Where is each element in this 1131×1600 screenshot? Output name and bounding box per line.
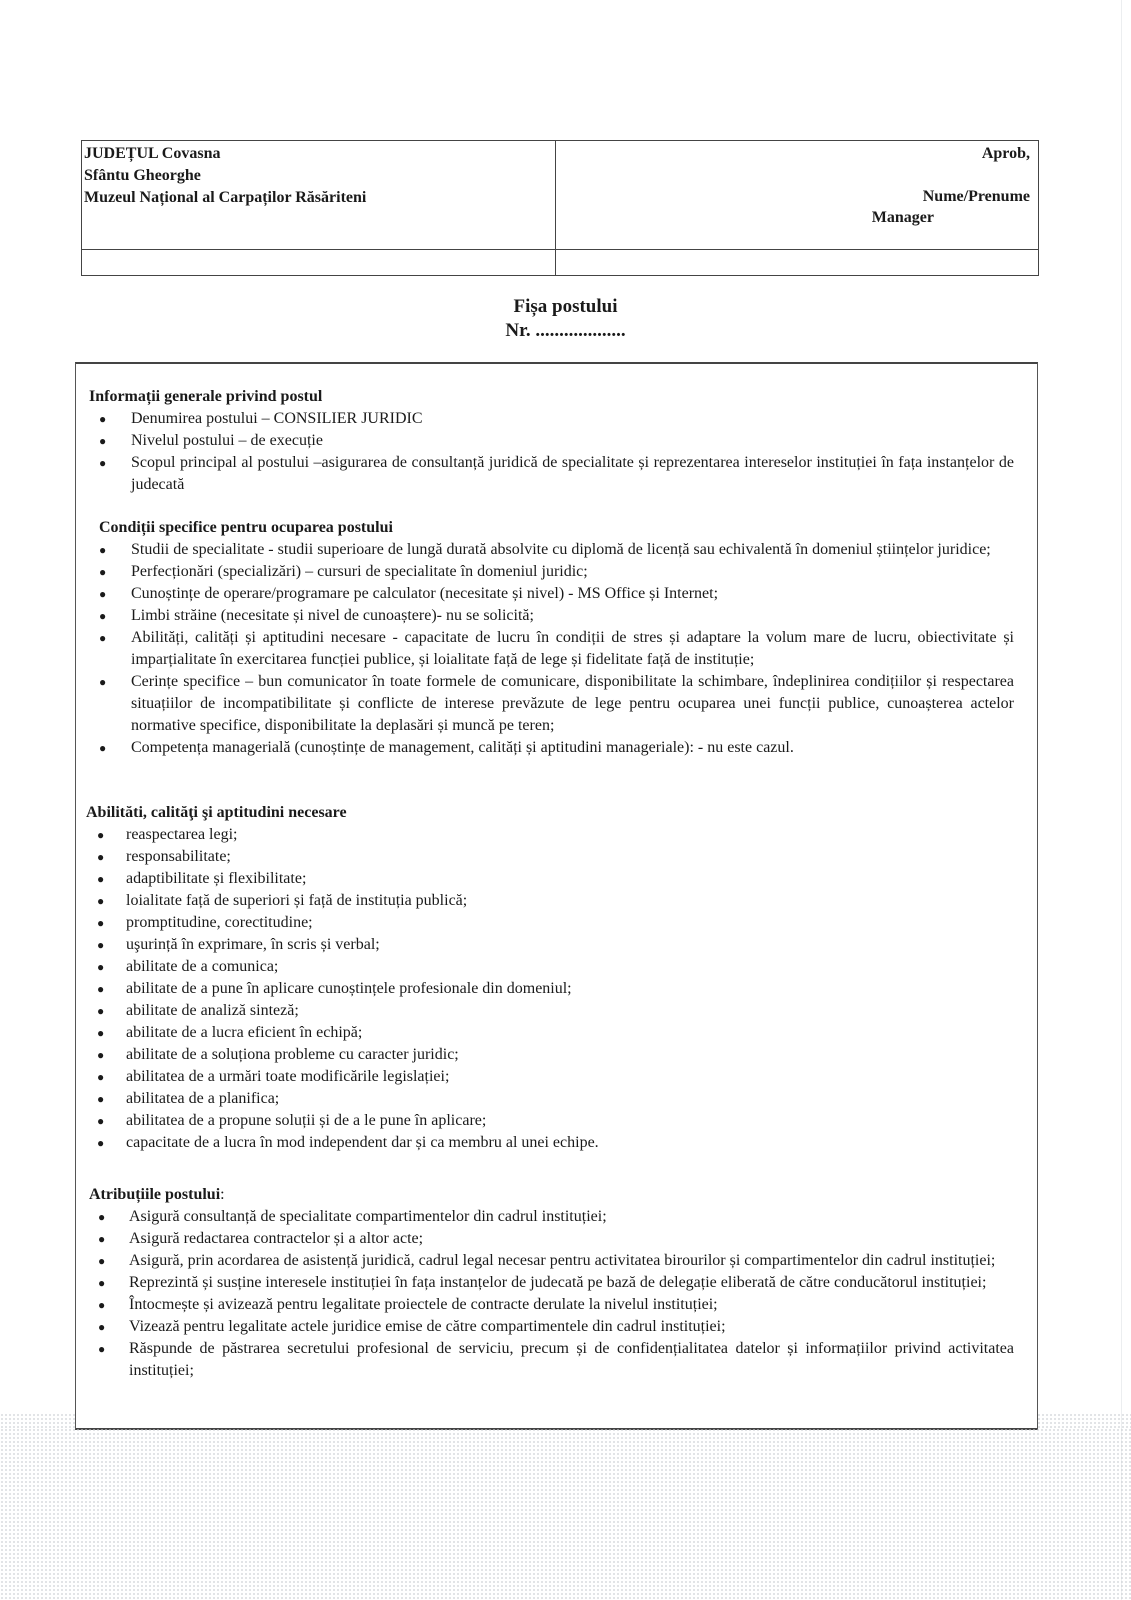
header-table	[81, 140, 1039, 276]
bullet-icon: ●	[97, 1026, 105, 1040]
scan-dot-pattern	[0, 1428, 1131, 1600]
list-item: ● abilitatea de a urmări toate modificările legislației;	[86, 1066, 786, 1088]
bullet-icon: ●	[99, 675, 107, 689]
list-item: ● responsabilitate;	[86, 846, 786, 868]
bullet-icon: ●	[99, 412, 107, 426]
list-item: ● Abilități, calități și aptitudini necesare - capacitate de lucru în condiții de stres și adaptare la volum mare de lucru, obiectivitate și imparțialitate în exercitarea funcției publice, și loialitate față de lege și fidelitate față de instituție;	[99, 629, 1014, 668]
bullet-list	[86, 824, 786, 1154]
section-specific-conditions	[99, 517, 1014, 759]
list-item: ● capacitate de a lucra în mod independent dar și ca membru al unei echipe.	[86, 1132, 786, 1154]
bullet-list	[89, 1206, 1014, 1382]
bullet-icon: ●	[97, 1004, 105, 1018]
list-item: ● Studii de specialitate - studii superioare de lungă durată absolvite cu diplomă de licență sau echivalentă în domeniul științelor juridice;	[99, 539, 1014, 561]
bullet-icon: ●	[99, 565, 107, 579]
scan-edge	[1121, 0, 1122, 1600]
bullet-icon: ●	[97, 1092, 105, 1106]
bullet-icon: ●	[97, 982, 105, 996]
scan-dot-pattern	[1037, 1413, 1131, 1429]
section-duties	[89, 1184, 1014, 1382]
institution-block	[84, 143, 366, 209]
bullet-icon: ●	[97, 872, 105, 886]
bullet-icon: ●	[99, 631, 107, 645]
list-item: ● Vizează pentru legalitate actele juridice emise de către compartimentele din cadrul instituției;	[89, 1316, 1014, 1338]
list-item: ● Asigură, prin acordarea de asistență juridică, cadrul legal necesar pentru activitatea birourilor și compartimentelor din cadrul instituției;	[89, 1250, 1014, 1272]
bullet-icon: ●	[98, 1254, 106, 1268]
list-item: ● Limbi străine (necesitate și nivel de cunoaștere)- nu se solicită;	[99, 605, 1014, 627]
approve-label: Aprob,	[981, 145, 1030, 162]
list-item: ● promptitudine, corectitudine;	[86, 912, 786, 934]
list-item: ● Nivelul postului – de execuție	[89, 430, 1014, 452]
bullet-icon: ●	[99, 456, 107, 470]
bullet-icon: ●	[98, 1298, 106, 1312]
bullet-icon: ●	[97, 1070, 105, 1084]
list-item: ● abilitate de a lucra eficient în echipă;	[86, 1022, 786, 1044]
museum-line: Muzeul Național al Carpaților Răsăriteni	[84, 189, 367, 206]
name-label: Nume/Prenume	[922, 188, 1030, 205]
header-divider-vertical	[555, 141, 556, 275]
list-item: ● Întocmește și avizează pentru legalitate proiectele de contracte derulate la nivelul instituției;	[89, 1294, 1014, 1316]
section-heading: Condiții specifice pentru ocuparea postului	[99, 519, 393, 536]
county-line: JUDEȚUL Covasna	[84, 145, 221, 162]
bullet-icon: ●	[98, 1276, 106, 1290]
scan-dot-pattern	[0, 1413, 75, 1429]
header-divider-horizontal	[82, 249, 1038, 250]
list-item: ● uşurință în exprimare, în scris și verbal;	[86, 934, 786, 956]
section-general-info	[89, 386, 1014, 496]
section-heading: Informații generale privind postul	[89, 388, 323, 405]
list-item: ● Răspunde de păstrarea secretului profesional de serviciu, precum și de confidențialitatea datelor și informațiilor privind activitatea instituției;	[98, 1340, 1014, 1379]
bullet-icon: ●	[97, 894, 105, 908]
list-item: ● Perfecționări (specializări) – cursuri de specialitate în domeniul juridic;	[99, 561, 1014, 583]
list-item: ● Competența managerială (cunoștințe de management, calități și aptitudini manageriale): - nu este cazul.	[99, 737, 1014, 759]
list-item: ● abilitate de a soluționa probleme cu caracter juridic;	[86, 1044, 786, 1066]
list-item: ● reaspectarea legi;	[86, 824, 786, 846]
bullet-icon: ●	[99, 609, 107, 623]
list-item: ● Cunoștințe de operare/programare pe calculator (necesitate și nivel) - MS Office și Internet;	[99, 583, 1014, 605]
bullet-icon: ●	[97, 916, 105, 930]
bullet-icon: ●	[97, 1136, 105, 1150]
bullet-icon: ●	[99, 434, 107, 448]
bullet-icon: ●	[99, 741, 107, 755]
list-item: ● abilitate de a comunica;	[86, 956, 786, 978]
list-item: ● Asigură redactarea contractelor și a altor acte;	[89, 1228, 1014, 1250]
list-item: ● Denumirea postului – CONSILIER JURIDIC	[89, 408, 1014, 430]
list-item: ● Cerințe specifice – bun comunicator în toate formele de comunicare, disponibilitate la schimbare, îndeplinirea condițiilor și respectarea situațiilor de incompatibilitate și conflicte de interese prevăzute de lege pentru ocuparea unei funcții publice, cunoașterea actelor normative specifice, disponibilitate la deplasări și muncă pe teren;	[99, 673, 1014, 734]
list-item: ● Asigură consultanță de specialitate compartimentelor din cadrul instituției;	[89, 1206, 1014, 1228]
bullet-list	[99, 539, 1014, 759]
section-abilities	[86, 802, 786, 1154]
bullet-icon: ●	[99, 587, 107, 601]
bullet-icon: ●	[98, 1210, 106, 1224]
bullet-icon: ●	[97, 938, 105, 952]
list-item: ● loialitate față de superiori și față de instituția publică;	[86, 890, 786, 912]
document-number: Nr. ...................	[505, 320, 626, 341]
list-item: ● adaptibilitate și flexibilitate;	[86, 868, 786, 890]
bullet-icon: ●	[97, 960, 105, 974]
document-title: Fișa postului	[513, 296, 618, 317]
bullet-icon: ●	[99, 543, 107, 557]
list-item: ● abilitatea de a planifica;	[86, 1088, 786, 1110]
bullet-icon: ●	[97, 1114, 105, 1128]
bullet-icon: ●	[98, 1320, 106, 1334]
bullet-icon: ●	[97, 1048, 105, 1062]
list-item: ● Reprezintă și susține interesele instituției în fața instanțelor de judecată pe bază de delegație eliberată de către conducătorul instituției;	[89, 1272, 1014, 1294]
role-label: Manager	[871, 209, 934, 226]
bullet-icon: ●	[97, 850, 105, 864]
list-item: ● abilitate de analiză sinteză;	[86, 1000, 786, 1022]
bullet-icon: ●	[98, 1232, 106, 1246]
city-line: Sfântu Gheorghe	[84, 167, 201, 184]
list-item: ● abilitatea de a propune soluții și de a le pune în aplicare;	[86, 1110, 786, 1132]
section-heading: Abilităti, calităţi şi aptitudini necesare	[86, 804, 347, 821]
bullet-list	[89, 408, 1014, 496]
list-item: ● abilitate de a pune în aplicare cunoștințele profesionale din domeniul;	[86, 978, 786, 1000]
section-heading: Atribuțiile postului:	[89, 1186, 225, 1203]
bullet-icon: ●	[97, 828, 105, 842]
list-item: ● Scopul principal al postului –asigurarea de consultanță juridică de specialitate și reprezentarea intereselor instituției în fața instanțelor de judecată	[99, 454, 1014, 493]
bullet-icon: ●	[98, 1342, 106, 1356]
